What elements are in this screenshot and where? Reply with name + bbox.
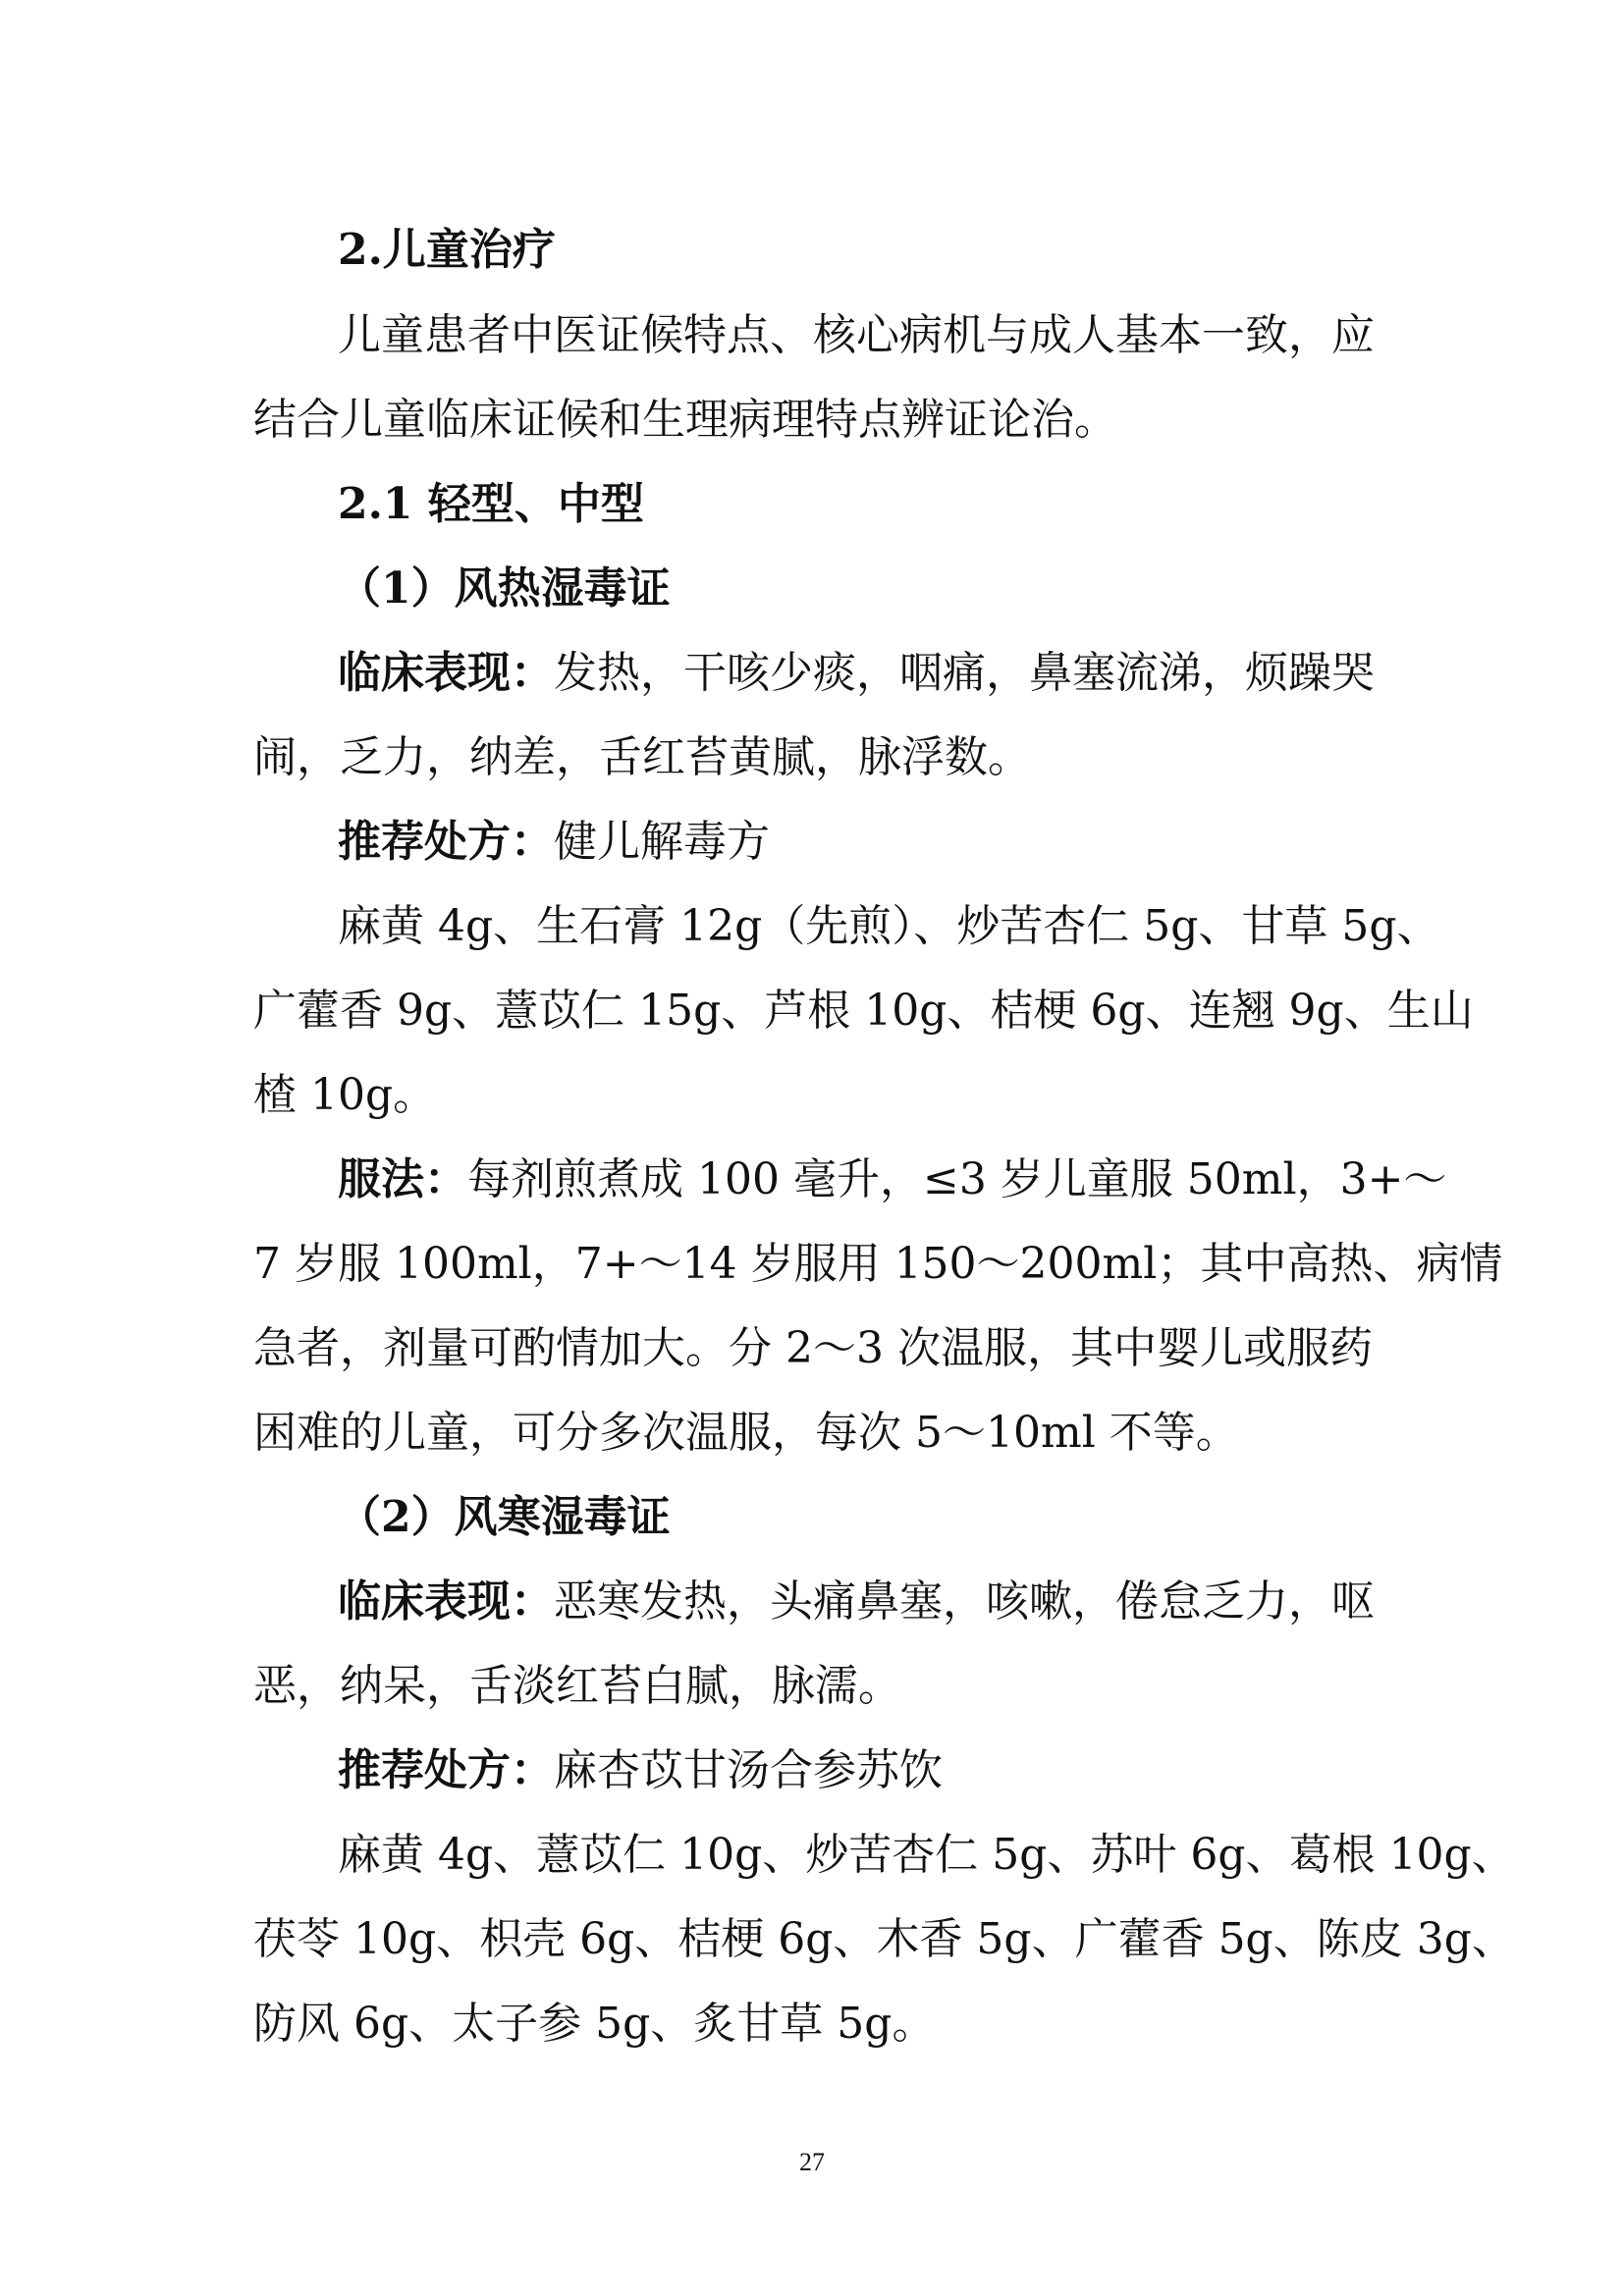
usage-text: 每剂煎煮成 100 毫升，≤3 岁儿童服 50ml，3+～ [467,1154,1447,1204]
recommended-prescription-name: 健儿解毒方 [554,817,770,867]
usage-label: 服法： [338,1154,467,1204]
clinical-manifestation-text: 恶寒发热，头痛鼻塞，咳嗽，倦怠乏力，呕 [554,1576,1375,1627]
herb-list-line: 广藿香 9g、薏苡仁 15g、芦根 10g、桔梗 6g、连翘 9g、生山 [253,986,1474,1036]
heading-wind-heat-damp-toxin: （1）风热湿毒证 [338,563,671,614]
usage-line: 困难的儿童，可分多次温服，每次 5～10ml 不等。 [253,1408,1239,1458]
usage-line: 急者，剂量可酌情加大。分 2～3 次温服，其中婴儿或服药 [253,1323,1373,1373]
clinical-manifestation-line: 闹，乏力，纳差，舌红苔黄腻，脉浮数。 [253,732,1031,782]
heading-wind-cold-damp-toxin: （2）风寒湿毒证 [338,1492,671,1542]
herb-list-line: 楂 10g。 [253,1070,437,1120]
clinical-manifestation-line: 恶，纳呆，舌淡红苔白腻，脉濡。 [253,1661,901,1711]
herb-list-line: 茯苓 10g、枳壳 6g、桔梗 6g、木香 5g、广藿香 5g、陈皮 3g、 [253,1914,1515,1964]
recommended-prescription-label: 推荐处方： [338,1745,554,1795]
usage-line: 7 岁服 100ml，7+～14 岁服用 150～200ml；其中高热、病情 [253,1239,1503,1289]
recommended-prescription-label: 推荐处方： [338,817,554,867]
herb-list-line: 麻黄 4g、薏苡仁 10g、炒苦杏仁 5g、苏叶 6g、葛根 10g、 [338,1830,1515,1880]
herb-list-line: 防风 6g、太子参 5g、炙甘草 5g。 [253,1999,936,2049]
heading-mild-moderate: 2.1 轻型、中型 [338,479,644,529]
clinical-manifestation-line [338,1573,1375,1631]
recommended-prescription-name: 麻杏苡甘汤合参苏饮 [554,1745,943,1795]
clinical-manifestation-line [338,644,1375,703]
clinical-manifestation-label: 临床表现： [338,648,554,698]
intro-paragraph-line: 结合儿童临床证候和生理病理特点辨证论治。 [253,395,1117,445]
clinical-manifestation-text: 发热，干咳少痰，咽痛，鼻塞流涕，烦躁哭 [554,648,1375,698]
heading-children-treatment: 2.儿童治疗 [338,225,556,275]
recommended-prescription-line [338,1741,943,1800]
intro-paragraph-line: 儿童患者中医证候特点、核心病机与成人基本一致，应 [338,310,1375,360]
page-number: 27 [799,2148,825,2176]
herb-list-line: 麻黄 4g、生石膏 12g（先煎）、炒苦杏仁 5g、甘草 5g、 [338,901,1440,951]
usage-line [338,1150,1446,1209]
recommended-prescription-line [338,813,770,872]
clinical-manifestation-label: 临床表现： [338,1576,554,1627]
